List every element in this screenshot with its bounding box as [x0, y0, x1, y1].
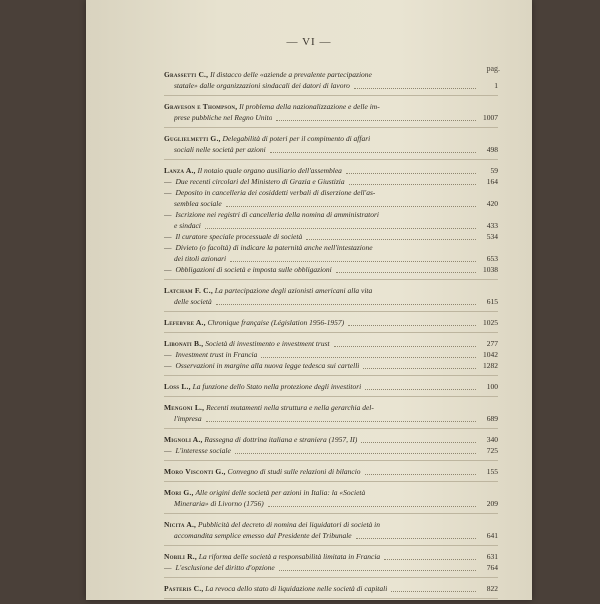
- index-entries: [164, 69, 498, 604]
- article-title: delle società: [174, 297, 212, 306]
- index-entry: [164, 402, 498, 429]
- dot-leader: [226, 206, 476, 207]
- ditto-dash: —: [164, 232, 172, 241]
- page-ref: 615: [486, 297, 498, 306]
- ditto-dash: —: [164, 446, 172, 455]
- index-entry: [164, 69, 498, 96]
- author-name: Grassetti C.,: [164, 70, 209, 79]
- index-entry: [164, 551, 498, 578]
- page-ref: 725: [486, 446, 498, 455]
- page-number: — VI —: [286, 36, 332, 48]
- page-ref: 209: [486, 499, 498, 508]
- author-name: Lefebvre A.,: [164, 318, 206, 327]
- dot-leader: [363, 368, 476, 369]
- article-title: Convegno di studi sulle relazioni di bilancio: [227, 467, 361, 476]
- ditto-dash: —: [164, 177, 172, 186]
- page-ref: 534: [486, 232, 498, 241]
- page-ref: 689: [486, 414, 498, 423]
- dot-leader: [268, 506, 476, 507]
- article-title: dei titoli azionari: [174, 254, 227, 263]
- index-line: [164, 296, 498, 307]
- index-line: [164, 80, 498, 91]
- article-title: Obbligazioni di società e imposta sulle obbligazioni: [175, 265, 332, 274]
- article-title: Iscrizione nei registri di cancelleria della nomina di amministratori: [175, 210, 379, 219]
- index-entry: [164, 583, 498, 599]
- dot-leader: [348, 325, 476, 326]
- article-title: accomandita semplice emesso dal Presidente del Tribunale: [174, 531, 352, 540]
- author-name: Moro Visconti G.,: [164, 467, 226, 476]
- index-line: [164, 349, 498, 360]
- index-line: [164, 498, 498, 509]
- article-title: Alle origini delle società per azioni in Italia: la «Società: [195, 488, 366, 497]
- page-ref: 1042: [483, 350, 498, 359]
- ditto-dash: —: [164, 210, 172, 219]
- dot-leader: [230, 261, 476, 262]
- index-entry: [164, 381, 498, 397]
- dot-leader: [356, 538, 476, 539]
- index-line: [164, 198, 498, 209]
- article-title: Il notaio quale organo ausiliario dell'assemblea: [197, 166, 342, 175]
- page-ref: 164: [486, 177, 498, 186]
- index-line: [164, 264, 498, 275]
- index-line: [164, 519, 498, 530]
- dot-leader: [365, 389, 476, 390]
- page-ref: 641: [486, 531, 498, 540]
- index-line: [164, 165, 498, 176]
- dot-leader: [365, 474, 476, 475]
- page-ref: 498: [486, 145, 498, 154]
- author-name: Graveson e Thompson,: [164, 102, 238, 111]
- page-ref: 420: [486, 199, 498, 208]
- index-line: [164, 187, 498, 198]
- dot-leader: [276, 120, 476, 121]
- dot-leader: [361, 442, 476, 443]
- article-title: Il curatore speciale processuale di società: [175, 232, 303, 241]
- ditto-dash: —: [164, 243, 172, 252]
- dot-leader: [334, 346, 476, 347]
- article-title: l'impresa: [174, 414, 202, 423]
- index-line: [164, 562, 498, 573]
- article-title: Il distacco delle «aziende a prevalente partecipazione: [210, 70, 372, 79]
- article-title: La riforma delle società a responsabilità limitata in Francia: [198, 552, 381, 561]
- author-name: Mengoni L.,: [164, 403, 205, 412]
- article-title: Società di investimento e investment trust: [205, 339, 330, 348]
- index-line: [164, 551, 498, 562]
- index-line: [164, 112, 498, 123]
- ditto-dash: —: [164, 361, 172, 370]
- article-title: prese pubbliche nel Regno Unito: [174, 113, 273, 122]
- page-ref: 1025: [483, 318, 498, 327]
- index-line: [164, 231, 498, 242]
- author-name: Latcham F. C.,: [164, 286, 213, 295]
- article-title: Chronique française (Législation 1956-1957): [207, 318, 345, 327]
- dot-leader: [261, 357, 476, 358]
- ditto-dash: —: [164, 188, 172, 197]
- dot-leader: [270, 152, 476, 153]
- index-line: [164, 338, 498, 349]
- article-title: Osservazioni in margine alla nuova legge tedesca sui cartelli: [175, 361, 360, 370]
- page-ref: 433: [486, 221, 498, 230]
- article-title: Divieto (o facoltà) di indicare la paternità anche nell'intestazione: [175, 243, 373, 252]
- index-line: [164, 360, 498, 371]
- article-title: e sindaci: [174, 221, 201, 230]
- author-name: Nicita A.,: [164, 520, 197, 529]
- dot-leader: [346, 173, 476, 174]
- author-name: Mori G.,: [164, 488, 194, 497]
- article-title: Deposito in cancelleria dei cosiddetti verbali di diserzione dell'as-: [175, 188, 376, 197]
- dot-leader: [235, 453, 476, 454]
- article-title: La revoca dello stato di liquidazione nelle società di capitali: [205, 584, 388, 593]
- page-ref: 1282: [483, 361, 498, 370]
- dot-leader: [349, 184, 476, 185]
- index-entry: [164, 285, 498, 312]
- index-entry: [164, 101, 498, 128]
- author-name: Nobili R.,: [164, 552, 197, 561]
- index-line: [164, 144, 498, 155]
- index-line: [164, 176, 498, 187]
- dot-leader: [216, 304, 476, 305]
- index-line: [164, 285, 498, 296]
- article-title: statale» dalle organizzazioni sindacali dei datori di lavoro: [174, 81, 350, 90]
- article-title: L'esclusione del diritto d'opzione: [175, 563, 275, 572]
- dot-leader: [279, 570, 476, 571]
- ditto-dash: —: [164, 563, 172, 572]
- index-line: [164, 242, 498, 253]
- index-line: [164, 434, 498, 445]
- index-line: [164, 445, 498, 456]
- ditto-dash: —: [164, 350, 172, 359]
- author-name: Libonati B.,: [164, 339, 204, 348]
- page-ref: 277: [486, 339, 498, 348]
- book-page: [86, 0, 532, 600]
- dot-leader: [336, 272, 476, 273]
- article-title: Pubblicità del decreto di nomina dei liquidatori di società in: [198, 520, 380, 529]
- index-line: [164, 133, 498, 144]
- article-title: sociali nelle società per azioni: [174, 145, 266, 154]
- author-name: Loss L.,: [164, 382, 191, 391]
- article-title: Due recenti circolari del Ministero di Grazia e Giustizia: [175, 177, 345, 186]
- index-entry: [164, 317, 498, 333]
- article-title: Delegabilità di poteri per il compimento di affari: [222, 134, 371, 143]
- index-line: [164, 466, 498, 477]
- page-ref: 100: [486, 382, 498, 391]
- dot-leader: [384, 559, 476, 560]
- author-name: Lanza A.,: [164, 166, 196, 175]
- page-ref: 1007: [483, 113, 498, 122]
- index-entry: [164, 165, 498, 280]
- author-name: Guglielmetti G.,: [164, 134, 221, 143]
- article-title: La partecipazione degli azionisti americani alla vita: [214, 286, 373, 295]
- page-ref: 1: [494, 81, 498, 90]
- page-ref: 155: [486, 467, 498, 476]
- index-entry: [164, 133, 498, 160]
- ditto-dash: —: [164, 265, 172, 274]
- index-line: [164, 209, 498, 220]
- dot-leader: [391, 591, 476, 592]
- dot-leader: [306, 239, 476, 240]
- index-line: [164, 402, 498, 413]
- author-name: Mignoli A.,: [164, 435, 203, 444]
- index-line: [164, 101, 498, 112]
- dot-leader: [205, 228, 476, 229]
- page-ref: 822: [486, 584, 498, 593]
- author-name: Pasteris C.,: [164, 584, 204, 593]
- dot-leader: [354, 88, 476, 89]
- index-entry: [164, 487, 498, 514]
- index-line: [164, 381, 498, 392]
- index-line: [164, 317, 498, 328]
- article-title: La funzione dello Stato nella protezione degli investitori: [192, 382, 362, 391]
- article-title: semblea sociale: [174, 199, 222, 208]
- article-title: Il problema della nazionalizzazione e delle im-: [239, 102, 380, 111]
- index-line: [164, 583, 498, 594]
- dot-leader: [206, 421, 476, 422]
- page-ref: 764: [486, 563, 498, 572]
- index-entry: [164, 519, 498, 546]
- article-title: Rassegna di dottrina italiana e straniera (1957, II): [204, 435, 358, 444]
- page-ref: 653: [486, 254, 498, 263]
- page-ref: 340: [486, 435, 498, 444]
- index-line: [164, 487, 498, 498]
- article-title: Investment trust in Francia: [175, 350, 258, 359]
- index-entry: [164, 466, 498, 482]
- page-ref: 631: [486, 552, 498, 561]
- page-ref: 1038: [483, 265, 498, 274]
- index-line: [164, 413, 498, 424]
- index-line: [164, 530, 498, 541]
- pag-column-label: pag.: [486, 64, 500, 73]
- article-title: Recenti mutamenti nella struttura e nella gerarchia del-: [206, 403, 374, 412]
- article-title: L'interesse sociale: [175, 446, 231, 455]
- page-ref: 59: [490, 166, 498, 175]
- index-line: [164, 69, 498, 80]
- index-line: [164, 220, 498, 231]
- index-entry: [164, 338, 498, 376]
- index-entry: [164, 434, 498, 461]
- article-title: Mineraria» di Livorno (1756): [174, 499, 264, 508]
- index-line: [164, 253, 498, 264]
